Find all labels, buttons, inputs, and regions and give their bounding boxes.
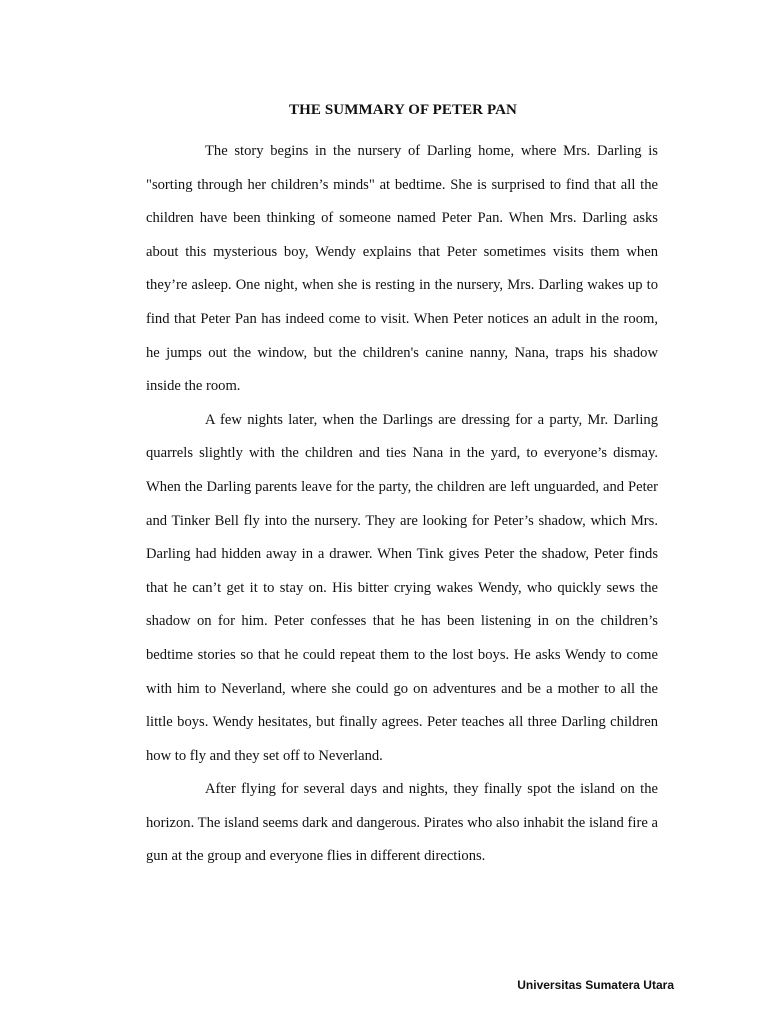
paragraph-3: After flying for several days and nights, they finally spot the island on the horizon. The island seems dark and dangerous. Pirates who also inhabit the island fire a gun at the group and everyone flies in different directions. xyxy=(146,781,658,865)
footer-university: Universitas Sumatera Utara xyxy=(517,978,674,992)
document-body xyxy=(146,135,658,874)
paragraph-1: The story begins in the nursery of Darling home, where Mrs. Darling is "sorting through her children’s minds" at bedtime. She is surprised to find that all the children have been thinking of someone named Peter Pan. When Mrs. Darling asks about this mysterious boy, Wendy explains that Peter sometimes visits them when they’re asleep. One night, when she is resting in the nursery, Mrs. Darling wakes up to find that Peter Pan has indeed come to visit. When Peter notices an adult in the room, he jumps out the window, but the children's canine nanny, Nana, traps his shadow inside the room. xyxy=(146,143,658,395)
document-title: THE SUMMARY OF PETER PAN xyxy=(289,102,517,118)
paragraph-2: A few nights later, when the Darlings are dressing for a party, Mr. Darling quarrels slightly with the children and ties Nana in the yard, to everyone’s dismay. When the Darling parents leave for the party, the children are left unguarded, and Peter and Tinker Bell fly into the nursery. They are looking for Peter’s shadow, which Mrs. Darling had hidden away in a drawer. When Tink gives Peter the shadow, Peter finds that he can’t get it to stay on. His bitter crying wakes Wendy, who quickly sews the shadow on for him. Peter confesses that he has been listening in on the children’s bedtime stories so that he could repeat them to the lost boys. He asks Wendy to come with him to Neverland, where she could go on adventures and be a mother to all the little boys. Wendy hesitates, but finally agrees. Peter teaches all three Darling children how to fly and they set off to Neverland. xyxy=(146,411,658,764)
